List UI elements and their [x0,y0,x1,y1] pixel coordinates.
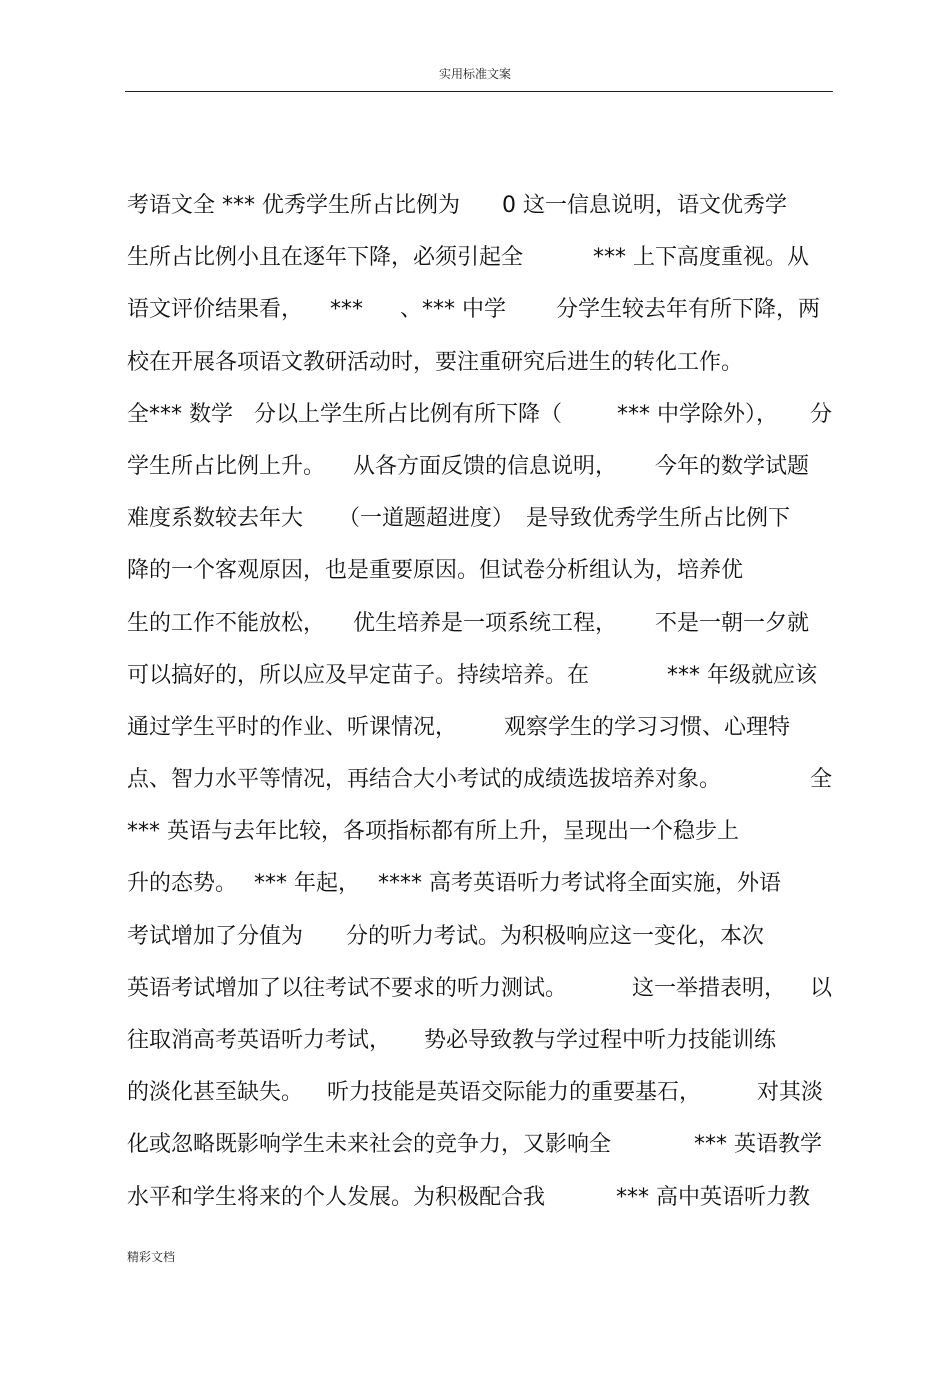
text-line-4 [127,337,833,389]
text-segment: 分学生较去年有所下降，两 [556,297,821,323]
text-segment: 以 [810,975,833,1001]
text-line-18 [127,1067,833,1119]
text-line-20 [127,1172,833,1224]
text-line-7 [127,493,833,545]
text-segment: 、*** 中学 [400,297,506,323]
text-segment: 对其淡 [757,1080,824,1106]
text-line-10 [127,650,833,702]
text-segment: 通过学生平时的作业、听课情况， [127,714,458,740]
text-segment: *** 英语与去年比较，各项指标都有所上升，呈现出一个稳步上 [127,819,739,845]
text-line-14 [127,858,833,910]
text-line-12 [127,754,833,806]
text-line-9 [127,598,833,650]
text-segment: 优生培养是一项系统工程， [353,610,618,636]
text-segment: **** 高考英语听力考试将全面实施，外语 [378,871,781,897]
text-segment: 点、智力水平等情况，再结合大小考试的成绩选拔培养对象。 [127,767,722,793]
text-segment: 0 这一信息说明，语文优秀学 [502,193,787,218]
text-line-15 [127,911,833,963]
header-divider [125,91,833,92]
text-segment: 分以上学生所占比例有所下降（ [254,401,563,427]
text-segment: *** 上下高度重视。从 [593,245,809,271]
text-segment: 降的一个客观原因，也是重要原因。但试卷分析组认为，培养优 [127,558,744,584]
text-line-11 [127,702,833,754]
text-segment: 观察学生的学习习惯、心理特 [504,714,791,740]
text-segment: 全 [810,767,833,793]
text-segment: *** 高中英语听力教 [616,1184,810,1210]
text-line-13 [127,806,833,858]
text-segment: 势必导致教与学过程中听力技能训练 [424,1028,777,1053]
text-segment: 考语文全 *** 优秀学生所占比例为 [127,193,460,218]
text-segment: 分 [810,401,833,427]
document-body [127,180,833,1224]
text-segment: 校在开展各项语文教研活动时，要注重研究后进生的转化工作。 [127,349,744,375]
text-line-3 [127,284,833,336]
text-segment: 英语考试增加了以往考试不要求的听力测试。 [127,975,568,1001]
text-segment: 化或忽略既影响学生未来社会的竞争力，又影响全 [127,1132,612,1158]
page-footer: 精彩文档 [127,1250,176,1264]
text-segment: 听力技能是英语交际能力的重要基石， [327,1080,702,1106]
text-line-16 [127,963,833,1015]
text-segment: 生的工作不能放松， [127,610,326,636]
text-line-19 [127,1119,833,1171]
text-segment: 难度系数较去年大 [127,506,304,532]
text-line-5 [127,389,833,441]
text-segment: 可以搞好的，所以应及早定苗子。持续培养。在 [127,662,590,688]
text-segment: 的淡化甚至缺失。 [127,1080,304,1106]
text-segment: *** 年级就应该 [667,662,817,688]
text-segment: *** 英语教学 [694,1132,822,1158]
text-segment: 升的态势。 [127,871,238,897]
text-segment: *** 中学除外）， [617,401,778,427]
text-segment: 从各方面反馈的信息说明， [353,453,618,479]
text-segment: 不是一朝一夕就 [655,610,810,636]
text-segment: *** 年起， [254,871,360,897]
text-segment: 是导致优秀学生所占比例下 [526,506,791,532]
text-segment: 往取消高考英语听力考试， [127,1028,392,1053]
page-header: 实用标准文案 [438,67,511,81]
text-segment: （一道题超进度） [338,506,515,532]
text-segment: 全*** 数学 [127,401,233,427]
text-line-17 [127,1015,833,1067]
text-segment: 分的听力考试。为积极响应这一变化，本次 [346,923,765,949]
text-segment: *** [330,297,363,323]
text-segment: 考试增加了分值为 [127,923,304,949]
text-line-2 [127,232,833,284]
text-segment: 生所占比例小且在逐年下降，必须引起全 [127,245,524,271]
text-segment: 今年的数学试题 [655,453,810,479]
text-segment: 学生所占比例上升。 [127,453,326,479]
text-line-8 [127,545,833,597]
text-segment: 水平和学生将来的个人发展。为积极配合我 [127,1184,546,1210]
text-line-1 [127,180,833,232]
text-line-6 [127,441,833,493]
text-segment: 语文评价结果看， [127,297,304,323]
text-segment: 这一举措表明， [632,975,787,1001]
